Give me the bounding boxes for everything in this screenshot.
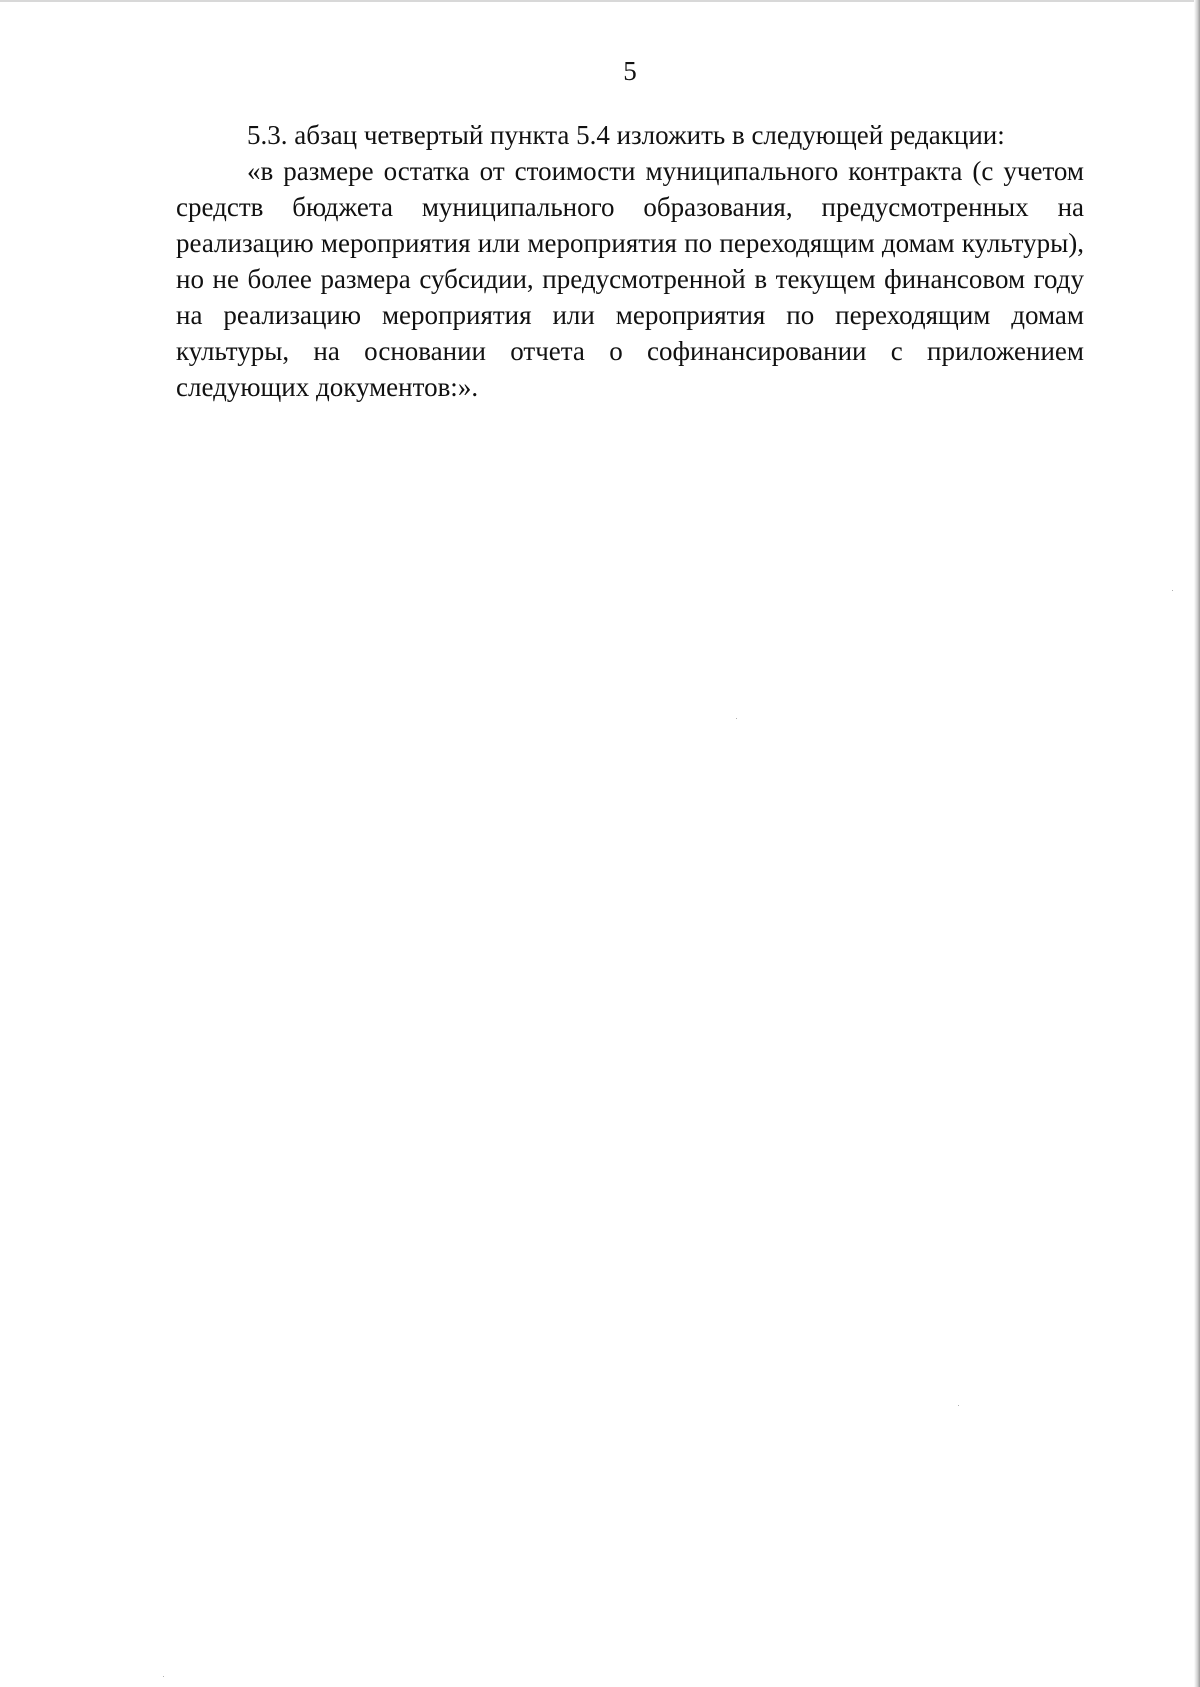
paragraph-amendment-heading: 5.3. абзац четвертый пункта 5.4 изложить в следующей редакции: [247,120,1005,150]
scan-edge-top [0,0,1200,2]
scan-speck [163,1676,164,1677]
scan-speck [958,1405,959,1406]
document-body [176,117,1084,405]
scan-edge-right [1194,0,1200,1687]
page-number: 5 [623,56,637,86]
scan-speck [1172,590,1173,591]
paragraph-amendment-text: «в размере остатка от стоимости муниципального контракта (с учетом средств бюджета муниципального образования, предусмотренных на реализацию мероприятия или мероприятия по переходящим домам культуры), но не более размера субсидии, предусмотренной в текущем финансовом году на реализацию мероприятия или мероприятия по переходящим домам культуры, на основании отчета о софинансировании с приложением следующих документов:». [176,156,1084,402]
scan-speck [736,718,737,719]
